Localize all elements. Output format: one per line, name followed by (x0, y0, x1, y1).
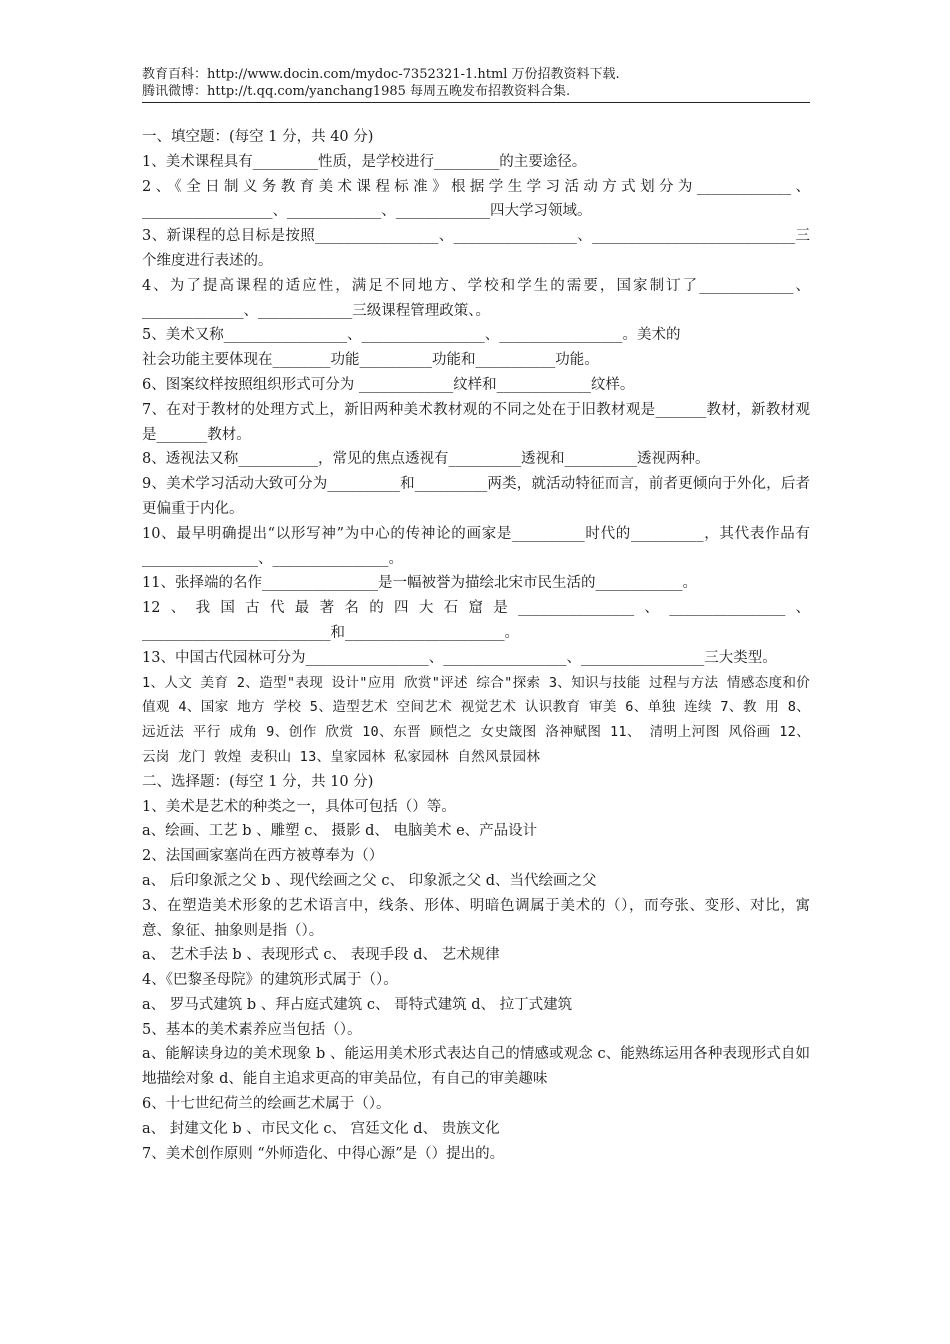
choice-question-7: 7、美术创作原则 “外师造化、中得心源”是（）提出的。 (142, 1145, 505, 1162)
fill-question-6: 6、图案纹样按照组织形式可分为 _____________纹样和_____________纹样。 (142, 376, 635, 393)
section1-title: 一、填空题：(每空 1 分，共 40 分) (142, 129, 374, 145)
fill-question-10: 10、最早明确提出“以形写神”为中心的传神论的画家是__________时代的__________，其代表作品有________________、________________。 (142, 525, 810, 567)
fill-question-2: 2、《全日制义务教育美术课程标准》根据学生学习活动方式划分为_____________、__________________、_____________、_____________四大学习领域。 (142, 178, 810, 220)
choice-question-2: 2、法国画家塞尚在西方被尊奉为（） (142, 848, 384, 865)
fill-answers: 1、人文 美育 2、造型"表现 设计"应用 欣赏"评述 综合"探索 3、知识与技能 过程与方法 情感态度和价值观 4、国家 地方 学校 5、造型艺术 空间艺术 视觉艺术 认识教育 审美 6、单独 连续 7、教 用 8、远近法 平行 成角 9、创作 欣赏 10、东晋 顾恺之 女史箴图 洛神赋图 11、 清明上河图 风俗画 12、云岗 龙门 敦煌 麦积山 13、皇家园林 私家园林 自然风景园林 (142, 674, 810, 765)
fill-question-5: 5、美术又称_________________、_________________、_________________。美术的 (142, 327, 681, 344)
fill-question-11: 11、张择端的名作________________是一幅被誉为描绘北宋市民生活的____________。 (142, 575, 697, 592)
fill-question-8: 8、透视法又称___________，常见的焦点透视有__________透视和__________透视两种。 (142, 451, 710, 468)
fill-question-9: 9、美术学习活动大致可分为__________和__________两类，就活动特征而言，前者更倾向于外化，后者更偏重于内化。 (142, 476, 810, 517)
fill-question-4: 4、为了提高课程的适应性，满足不同地方、学校和学生的需要，国家制订了_____________、______________、_____________三级课程管理政策、。 (142, 277, 810, 319)
fill-question-13: 13、中国古代园林可分为_________________、_________________、_________________三大类型。 (142, 649, 777, 666)
choice-options-3: a、 艺术手法 b 、表现形式 c、 表现手段 d、 艺术规律 (142, 947, 500, 964)
fill-question-3: 3、新课程的总目标是按照_________________、_________________、____________________________三个维度进行表述的。 (142, 228, 810, 269)
fill-question-1: 1、美术课程具有_________性质，是学校进行_________的主要途径。 (142, 153, 587, 170)
choice-options-4: a、 罗马式建筑 b 、拜占庭式建筑 c、 哥特式建筑 d、 拉丁式建筑 (142, 996, 573, 1013)
header-line-weibo: 腾讯微博：http://t.qq.com/yanchang1985 每周五晚发布招教资料合集. (142, 84, 571, 99)
choice-options-1: a、绘画、工艺 b 、雕塑 c、 摄影 d、 电脑美术 e、产品设计 (142, 823, 538, 840)
choice-options-6: a、 封建文化 b 、市民文化 c、 宫廷文化 d、 贵族文化 (142, 1120, 500, 1137)
choice-question-5: 5、基本的美术素养应当包括（）。 (142, 1021, 362, 1038)
document-page (142, 66, 810, 1166)
header-line-docin: 教育百科：http://www.docin.com/mydoc-7352321-1.html 万份招教资料下载. (142, 67, 620, 82)
choice-question-3: 3、在塑造美术形象的艺术语言中，线条、形体、明暗色调属于美术的（），而夸张、变形、对比，寓意、象征、抽象则是指（）。 (142, 897, 810, 939)
exam-content (142, 125, 810, 1166)
fill-question-12: 12、我国古代最著名的四大石窟是________________、________________、__________________________和______________________。 (142, 600, 810, 641)
choice-question-1: 1、美术是艺术的种类之一，具体可包括（）等。 (142, 798, 456, 815)
choice-options-2: a、 后印象派之父 b 、现代绘画之父 c、 印象派之父 d、当代绘画之父 (142, 872, 597, 889)
section2-title: 二、选择题：(每空 1 分，共 10 分) (142, 773, 374, 790)
fill-question-7: 7、在对于教材的处理方式上，新旧两种美术教材观的不同之处在于旧教材观是_______教材，新教材观是_______教材。 (142, 401, 810, 443)
page-header (142, 66, 810, 103)
choice-options-5: a、能解读身边的美术现象 b 、能运用美术形式表达自己的情感或观念 c、能熟练运用各种表现形式自如地描绘对象 d、能自主追求更高的审美品位，有自己的审美趣味 (142, 1046, 810, 1088)
choice-question-6: 6、十七世纪荷兰的绘画艺术属于（）。 (142, 1096, 391, 1113)
choice-question-4: 4、《巴黎圣母院》的建筑形式属于（）。 (142, 972, 398, 989)
fill-question-5-cont: 社会功能主要体现在________功能__________功能和___________功能。 (142, 352, 599, 369)
